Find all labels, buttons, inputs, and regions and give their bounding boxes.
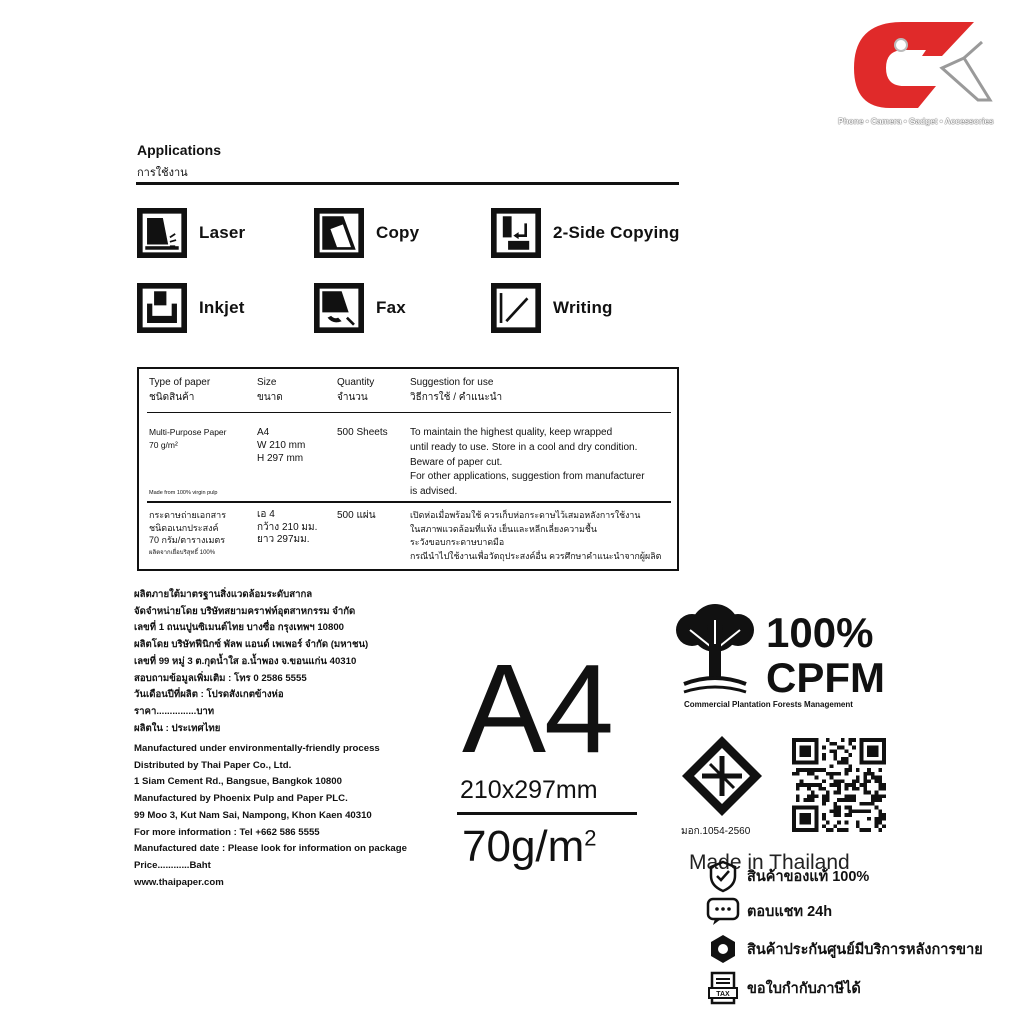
row-th-quantity: 500 แผ่น [337, 510, 376, 521]
tax-invoice-icon [705, 970, 741, 1006]
feature-text: ขอใบกำกับภาษีได้ [747, 980, 861, 997]
row-th-suggestion: เปิดห่อเมื่อพร้อมใช้ ควรเก็บห่อกระดาษไว้เสมอหลังการใช้งาน ในสภาพแวดล้อมที่แห้ง เย็นและหลีกเลี่ยงความชื้น ระวังขอบกระดาษบาดมือ กรณีนำไปใช้งานเพื่อวัตถุประสงค์อื่น ควรศึกษาคำแนะนำจากผู้ผลิต [410, 510, 662, 561]
table-divider [147, 412, 671, 413]
feature-text: สินค้าของแท้ 100% [747, 868, 870, 885]
cpfm-tree-icon [670, 600, 760, 698]
table-header-type: Type of paper ชนิดสินค้า [149, 377, 211, 403]
inkjet-icon [137, 283, 187, 333]
paper-size-large: A4 [462, 638, 613, 779]
info-english: Manufactured under environmentally-friendly process Distributed by Thai Paper Co., Ltd. 1 Siam Cement Rd., Bangsue, Bangkok 10800 Manufactured by Phoenix Pulp and Paper PLC. 99 Moo 3, Kut Nam Sai, Nampong, Khon Kaen 40310 For more information : Tel +662 586 5555 Manufactured date : Please look for information on package Price............Baht www.thaipaper.com [134, 743, 407, 888]
application-two-side-copying [491, 208, 680, 258]
feature-chat [705, 893, 832, 929]
cpfm-name: CPFM [766, 654, 885, 701]
row-th-type: กระดาษถ่ายเอกสาร ชนิดอเนกประสงค์ 70 กรัม/ตารางเมตร ผลิตจากเยื่อบริสุทธิ์ 100% [149, 510, 227, 556]
fax-icon [314, 283, 364, 333]
feature-text: ตอบแชท 24h [747, 903, 833, 920]
application-copy [314, 208, 419, 258]
table-header-size: Size ขนาด [257, 377, 283, 403]
feature-authentic [705, 858, 869, 894]
row-th-size: เอ 4 กว้าง 210 มม. ยาว 297มม. [257, 509, 318, 545]
applications-title-th: การใช้งาน [137, 167, 188, 179]
standard-code: มอก.1054-2560 [681, 826, 751, 837]
two-side-copying-icon [491, 208, 541, 258]
row-en-size: A4 W 210 mm H 297 mm [257, 427, 306, 464]
application-label: Copy [376, 223, 420, 242]
made-in-label: Made in Thailand [689, 851, 850, 874]
qr-code[interactable] [792, 738, 886, 832]
application-inkjet [137, 283, 245, 333]
feature-warranty [705, 931, 983, 967]
application-label: 2-Side Copying [553, 223, 680, 242]
paper-dimensions: 210x297mm [460, 776, 598, 804]
logo-tagline: Phone • Camera • Gadget • Accessories [838, 116, 994, 126]
application-label: Fax [376, 298, 406, 317]
application-writing [491, 283, 613, 333]
application-label: Writing [553, 298, 613, 317]
writing-icon [491, 283, 541, 333]
row-en-quantity: 500 Sheets [337, 427, 388, 438]
paper-weight: $70g/m^2$ [462, 822, 597, 871]
laser-icon [137, 208, 187, 258]
cpfm-subtitle: Commercial Plantation Forests Management [684, 700, 853, 709]
application-label: Laser [199, 223, 246, 242]
application-laser [137, 208, 245, 258]
applications-divider [136, 182, 679, 185]
ck-logo [846, 12, 1014, 132]
feature-text: สินค้าประกันศูนย์มีบริการหลังการขาย [747, 941, 983, 958]
application-label: Inkjet [199, 298, 245, 317]
applications-title: Applications [137, 142, 222, 158]
svg-text:TAX: TAX [716, 991, 730, 998]
a4-divider [457, 812, 637, 815]
chat-bubble-icon [705, 893, 741, 929]
info-thai: ผลิตภายใต้มาตรฐานสิ่งแวดล้อมระดับสากล จัดจำหน่ายโดย บริษัทสยามคราฟท์อุตสาหกรรม จำกัด เลขที่ 1 ถนนปูนซิเมนต์ไทย บางซื่อ กรุงเทพฯ 10800 ผลิตโดย บริษัทฟีนิกซ์ พัลพ แอนด์ เพเพอร์ จำกัด (มหาชน) เลขที่ 99 หมู่ 3 ต.กุดน้ำใส อ.น้ำพอง จ.ขอนแก่น 40310 สอบถามข้อมูลเพิ่มเติม : โทร 0 2586 5555 วันเดือนปีที่ผลิต : โปรดสังเกตข้างห่อ ราคา...............บาท ผลิตใน : ประเทศไทย [134, 589, 369, 734]
feature-tax-invoice [705, 970, 861, 1006]
table-header-suggestion: Suggestion for use วิธีการใช้ / คำแนะนำ [410, 377, 503, 403]
cpfm-percent: 100% [766, 609, 874, 656]
table-divider [147, 501, 671, 503]
table-header-quantity: Quantity จำนวน [337, 377, 375, 403]
row-en-type: Multi-Purpose Paper 70 g/m² [149, 427, 227, 450]
tis-standard-mark-icon [680, 734, 764, 818]
copy-icon [314, 208, 364, 258]
row-en-note: Made from 100% virgin pulp [149, 490, 218, 496]
row-en-suggestion: To maintain the highest quality, keep wrapped until ready to use. Store in a cool and dry condition. Beware of paper cut. For other applications, suggestion from manufacturer is advised. [410, 427, 645, 498]
application-fax [314, 283, 406, 333]
hexagon-nut-icon [705, 931, 741, 967]
spec-table [137, 367, 679, 571]
shield-check-icon [705, 858, 741, 894]
